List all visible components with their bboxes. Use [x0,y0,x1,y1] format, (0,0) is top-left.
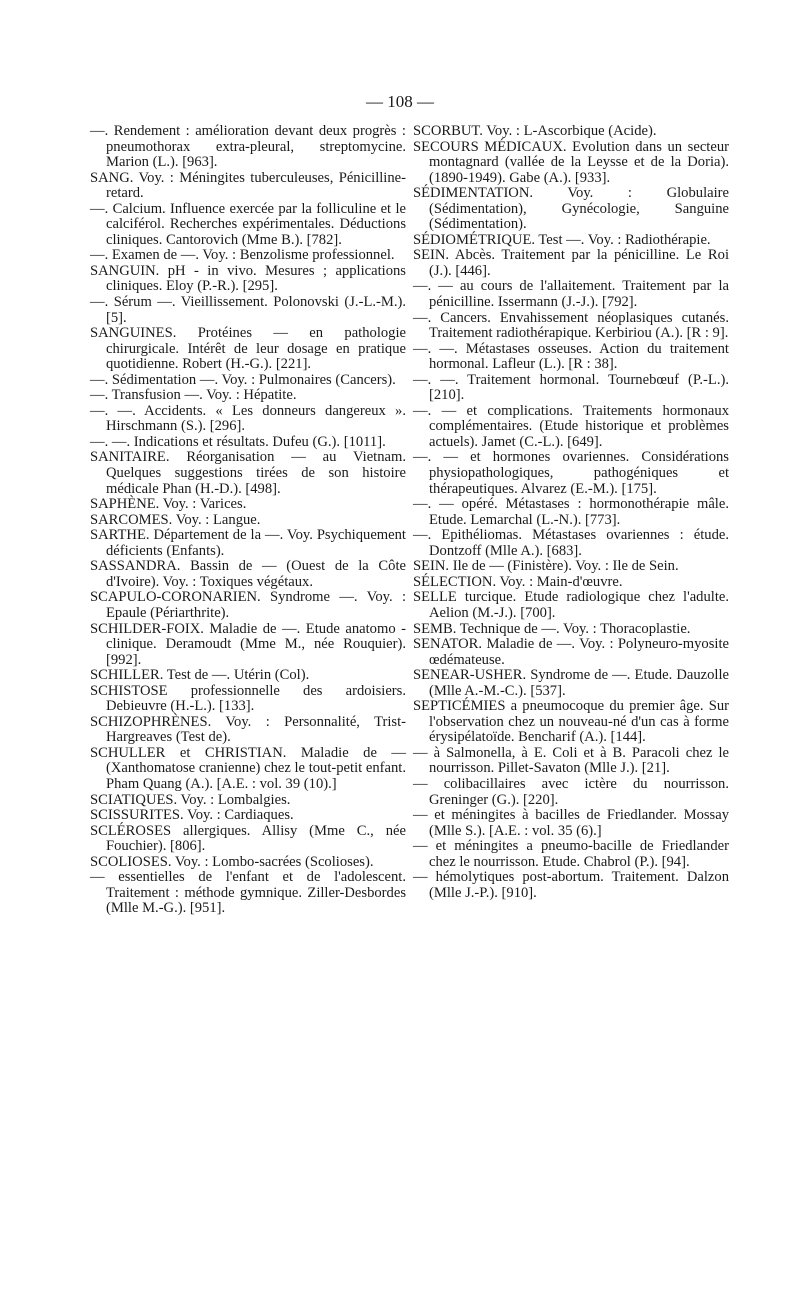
index-entry: SCISSURITES. Voy. : Cardiaques. [90,807,294,824]
page-number: — 108 — [366,92,434,111]
index-entry: SCHILLER. Test de —. Utérin (Col). [90,667,310,684]
index-entry: —. Sédimentation —. Voy. : Pulmonaires (Cancers). [90,371,396,388]
index-entry: SCORBUT. Voy. : L-Ascorbique (Acide). [413,123,657,139]
right-column [413,124,729,901]
index-entry: —. —. Accidents. « Les donneurs dangereux ». Hirschmann (S.). [296]. [90,402,406,435]
index-entry: —. —. Métastases osseuses. Action du traitement hormonal. Lafleur (L.). [R : 38]. [413,340,729,373]
index-entry: SEPTICÉMIES a pneumocoque du premier âge. Sur l'observation chez un nouveau-né d'un cas à forme érysipélatoïde. Bencharif (A.). [144]. [413,698,729,746]
index-entry: —. — opéré. Métastases : hormonothérapie mâle. Etude. Lemarchal (L.-N.). [773]. [413,496,729,528]
index-entry: SECOURS MÉDICAUX. Evolution dans un secteur montagnard (vallée de la Leysse et de la Doria). (1890-1949). Gabe (A.). [933]. [413,138,729,186]
left-column [90,124,406,917]
index-entry: —. — et hormones ovariennes. Considérations physiopathologiques, pathogéniques et thérapeutiques. Alvarez (E.-M.). [175]. [413,449,729,497]
index-entry: —. —. Indications et résultats. Dufeu (G.). [1011]. [90,433,386,450]
index-entry: —. Examen de —. Voy. : Benzolisme professionnel. [90,247,395,264]
index-entry: — et méningites à bacilles de Friedlander. Mossay (Mlle S.). [A.E. : vol. 35 (6).] [413,807,729,839]
index-entry: SCHILDER-FOIX. Maladie de —. Etude anatomo - clinique. Deramoudt (Mme M., née Rouquier). [992]. [90,620,406,668]
index-entry: —. — et complications. Traitements hormonaux complémentaires. (Etude historique et problèmes actuels). Jamet (C.-L.). [649]. [413,402,729,450]
index-entry: —. Calcium. Influence exercée par la folliculine et le calciférol. Recherches expérimentales. Déductions cliniques. Cantorovich (Mme B.). [782]. [90,200,406,248]
index-entry: SCIATIQUES. Voy. : Lombalgies. [90,791,291,808]
index-entry: —. Rendement : amélioration devant deux progrès : pneumothorax extra-pleural, streptomycine. Marion (L.). [963]. [90,123,406,171]
index-entry: SAPHÈNE. Voy. : Varices. [90,496,247,513]
index-entry: —. Transfusion —. Voy. : Hépatite. [90,387,297,404]
index-entry: SCAPULO-CORONARIEN. Syndrome —. Voy. : Epaule (Périarthrite). [90,589,406,621]
index-entry: SEMB. Technique de —. Voy. : Thoracoplastie. [413,620,691,637]
index-entry: — et méningites a pneumo-bacille de Friedlander chez le nourrisson. Etude. Chabrol (P.). [94]. [413,838,729,870]
index-entry: SENEAR-USHER. Syndrome de —. Etude. Dauzolle (Mlle A.-M.-C.). [537]. [413,667,729,699]
index-entry: SÉDIOMÉTRIQUE. Test —. Voy. : Radiothérapie. [413,231,711,248]
index-entry: SARCOMES. Voy. : Langue. [90,511,261,528]
index-entry: SCHIZOPHRÈNES. Voy. : Personnalité, Trist-Hargreaves (Test de). [90,713,406,746]
index-entry: — hémolytiques post-abortum. Traitement. Dalzon (Mlle J.-P.). [910]. [413,869,729,901]
index-entry: SÉDIMENTATION. Voy. : Globulaire (Sédimentation), Gynécologie, Sanguine (Sédimentation). [413,185,729,233]
index-entry: SANGUIN. pH - in vivo. Mesures ; applications cliniques. Eloy (P.-R.). [295]. [90,262,406,295]
index-entry: SANITAIRE. Réorganisation — au Vietnam. Quelques suggestions tirées de son histoire médicale Phan (H.-D.). [498]. [90,449,406,497]
index-entry: SCLÉROSES allergiques. Allisy (Mme C., née Fouchier). [806]. [90,822,406,855]
index-entry: SEIN. Ile de — (Finistère). Voy. : Ile de Sein. [413,558,679,575]
index-entry: SCHISTOSE professionnelle des ardoisiers. Debieuvre (H.-L.). [133]. [90,682,406,715]
index-entry: —. Cancers. Envahissement néoplasiques cutanés. Traitement radiothérapique. Kerbiriou (A.). [R : 9]. [413,309,729,342]
index-entry: —. —. Traitement hormonal. Tournebœuf (P.-L.). [210]. [413,371,729,404]
index-entry: —. Sérum —. Vieillissement. Polonovski (J.-L.-M.). [5]. [90,294,406,326]
index-entry: SANGUINES. Protéines — en pathologie chirurgicale. Intérêt de leur dosage en pratique quotidienne. Robert (H.-G.). [221]. [90,325,406,373]
index-entry: SCOLIOSES. Voy. : Lombo-sacrées (Scolioses). [90,853,374,870]
index-entry: — essentielles de l'enfant et de l'adolescent. Traitement : méthode gymnique. Ziller-Desbordes (Mlle M.-G.). [951]. [90,869,406,917]
index-entry: SEIN. Abcès. Traitement par la pénicilline. Le Roi (J.). [446]. [413,247,729,279]
index-entry: — à Salmonella, à E. Coli et à B. Paracoli chez le nourrisson. Pillet-Savaton (Mlle J.). [21]. [413,744,729,777]
index-entry: SÉLECTION. Voy. : Main-d'œuvre. [413,573,623,590]
index-entry: SENATOR. Maladie de —. Voy. : Polyneuro-myosite œdémateuse. [413,636,729,668]
index-entry: SELLE turcique. Etude radiologique chez l'adulte. Aelion (M.-J.). [700]. [413,589,729,621]
index-entry: — colibacillaires avec ictère du nourrisson. Greninger (G.). [220]. [413,775,729,808]
index-entry: SCHULLER et CHRISTIAN. Maladie de — (Xanthomatose cranienne) chez le tout-petit enfant. Pham Quang (A.). [A.E. : vol. 39 (10).] [90,744,406,792]
index-entry: SARTHE. Département de la —. Voy. Psychiquement déficients (Enfants). [90,527,406,559]
index-entry: SANG. Voy. : Méningites tuberculeuses, Pénicilline-retard. [90,169,406,202]
index-entry: —. Epithéliomas. Métastases ovariennes : étude. Dontzoff (Mlle A.). [683]. [413,527,729,559]
index-entry: SASSANDRA. Bassin de — (Ouest de la Côte d'Ivoire). Voy. : Toxiques végétaux. [90,558,406,590]
index-entry: —. — au cours de l'allaitement. Traitement par la pénicilline. Issermann (J.-J.). [792]. [413,278,729,311]
